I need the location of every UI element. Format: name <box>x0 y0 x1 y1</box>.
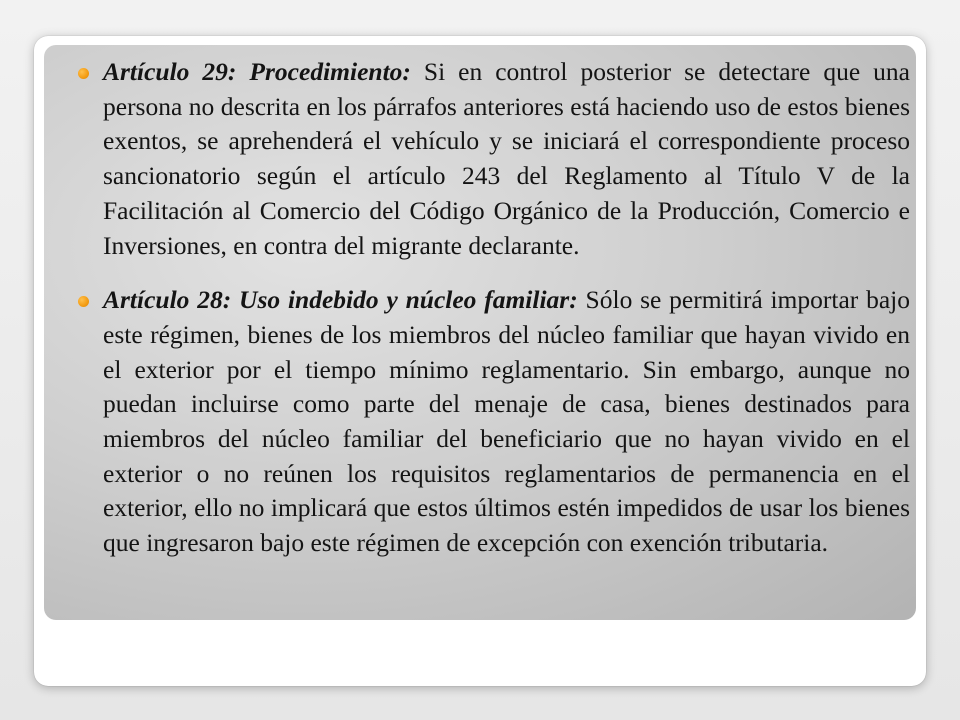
bullet-dot-icon <box>78 68 89 79</box>
article-28-item <box>78 283 910 561</box>
article-29-item <box>78 55 910 263</box>
article-28-body: Sólo se permitirá importar bajo este régimen, bienes de los miembros del núcleo familiar que hayan vivido en el exterior por el tiempo mínimo reglamentario. Sin embargo, aunque no puedan incluirse como parte del menaje de casa, bienes destinados para miembros del núcleo familiar del beneficiario que no hayan vivido en el exterior o no reúnen los requisitos reglamentarios de permanencia en el exterior, ello no implicará que estos últimos estén impedidos de usar los bienes que ingresaron bajo este régimen de excepción con exención tributaria. <box>103 285 910 558</box>
bullet-dot-icon <box>78 296 89 307</box>
article-28-heading: Artículo 28: Uso indebido y núcleo familiar: <box>103 285 586 315</box>
article-29-body: Si en control posterior se detectare que una persona no descrita en los párrafos anteriores está haciendo uso de estos bienes exentos, se aprehenderá el vehículo y se iniciará el correspondiente proceso sancionatorio según el artículo 243 del Reglamento al Título V de la Facilitación al Comercio del Código Orgánico de la Producción, Comercio e Inversiones, en contra del migrante declarante. <box>103 57 910 260</box>
article-29-heading: Artículo 29: Procedimiento: <box>103 57 424 86</box>
article-list <box>78 55 910 561</box>
